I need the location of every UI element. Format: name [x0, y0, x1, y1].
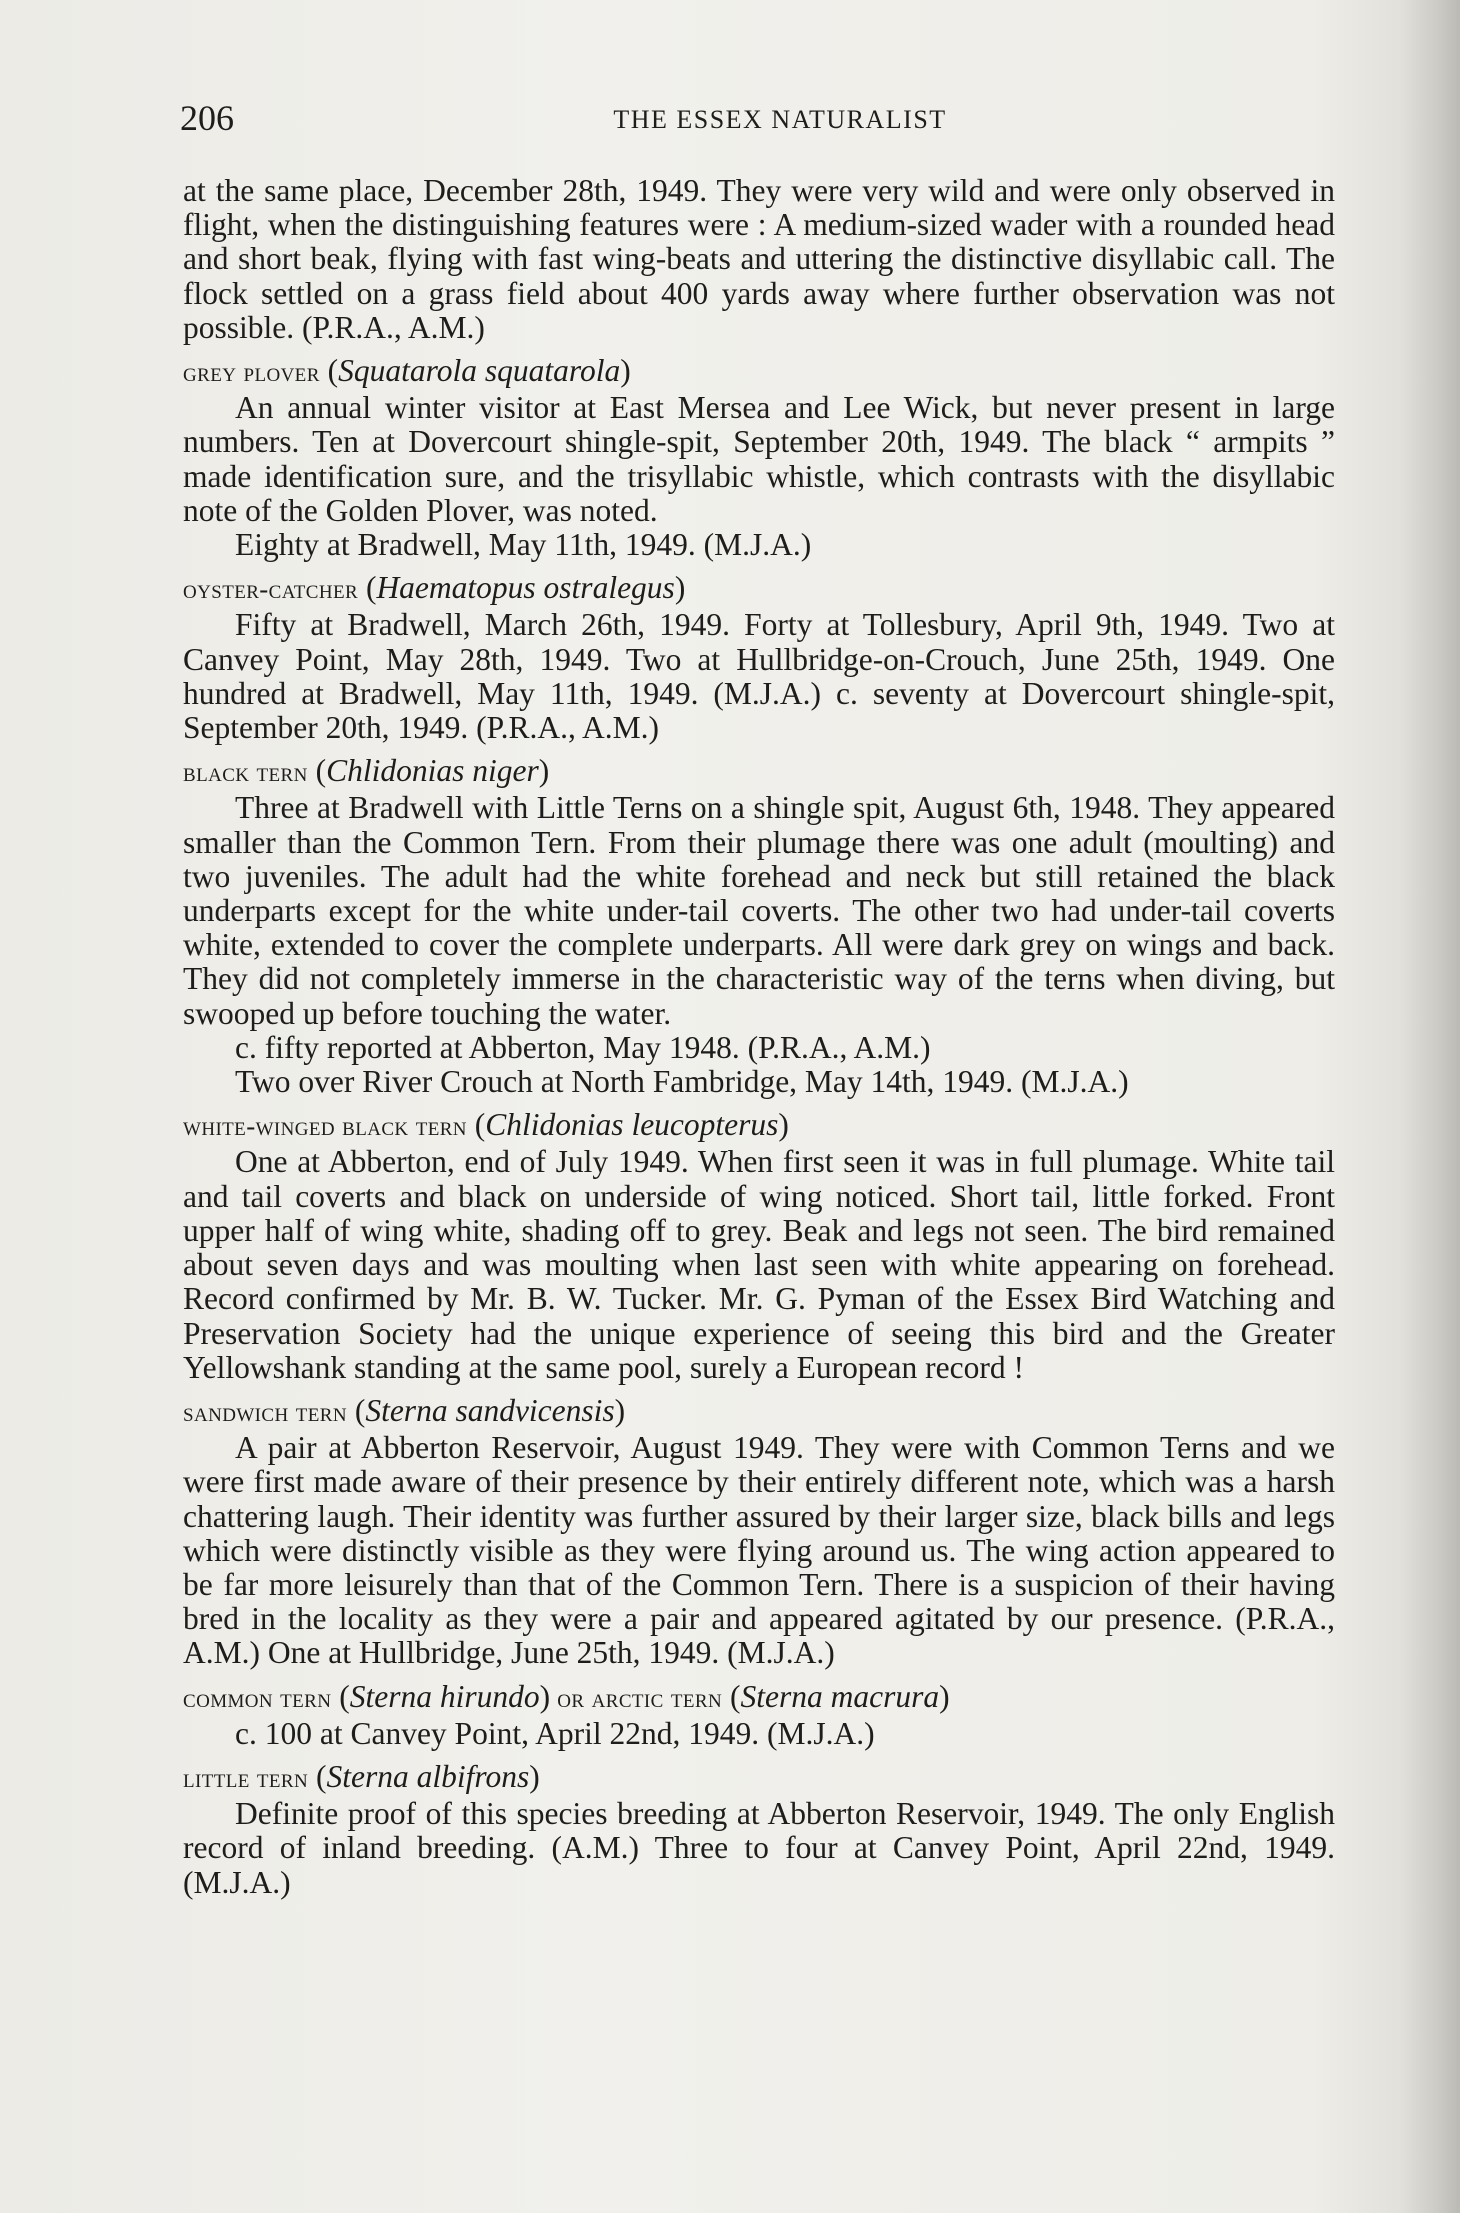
- connector-word: or: [550, 1682, 592, 1713]
- common-name: grey plover: [183, 357, 320, 388]
- species-paragraph: c. fifty reported at Abberton, May 1948. (P.R.A., A.M.): [235, 1029, 931, 1065]
- close-paren: ): [539, 1678, 551, 1714]
- page-header: [180, 98, 1340, 138]
- common-name-2: arctic tern: [591, 1682, 723, 1713]
- scientific-name-2: Sterna macrura: [740, 1678, 940, 1714]
- common-name: sandwich tern: [183, 1396, 347, 1427]
- species-paragraph: c. 100 at Canvey Point, April 22nd, 1949. (M.J.A.): [235, 1715, 875, 1751]
- page-edge-shadow: [1400, 0, 1460, 2213]
- species-paragraph: An annual winter visitor at East Mersea and Lee Wick, but never present in large numbers. Ten at Dovercourt shingle-spit, September 20th, 1949. The black “ armpits ” made identification sure, and the trisyllabic whistle, which contrasts with the disyllabic note of the Golden Plover, was noted.: [183, 390, 1335, 528]
- close-paren: ): [620, 353, 631, 389]
- open-paren: (: [316, 1758, 327, 1794]
- close-paren: ): [674, 570, 686, 606]
- scientific-name: Sterna albifrons: [326, 1758, 530, 1794]
- open-paren: (: [327, 353, 339, 389]
- species-paragraph: A pair at Abberton Reservoir, August 1949. They were with Common Terns and we were first made aware of their presence by their entirely different note, which was a harsh chattering laugh. Their identity was further assured by their larger size, black bills and legs which were distinctly visible as they were flying around us. The wing action appeared to be far more leisurely than that of the Common Tern. There is a suspicion of their having bred in the locality as they were a pair and appeared agitated by our presence. (P.R.A., A.M.) One at Hullbridge, June 25th, 1949. (M.J.A.): [183, 1430, 1335, 1671]
- species-paragraph: Eighty at Bradwell, May 11th, 1949. (M.J.A.): [235, 527, 812, 563]
- species-paragraph: Three at Bradwell with Little Terns on a shingle spit, August 6th, 1948. They appeared smaller than the Common Tern. From their plumage there was one adult (moulting) and two juveniles. The adult had the white forehead and neck but still retained the black underparts except for the white under-tail coverts. The other two had under-tail coverts white, extended to cover the complete underparts. All were dark grey on wings and back. They did not completely immerse in the characteristic way of the terns when diving, but swooped up before touching the water.: [183, 790, 1335, 1031]
- species-paragraph: Definite proof of this species breeding at Abberton Reservoir, 1949. The only English record of inland breeding. (A.M.) Three to four at Canvey Point, April 22nd, 1949. (M.J.A.): [183, 1796, 1335, 1900]
- open-paren: (: [729, 1678, 741, 1714]
- close-paren: ): [939, 1678, 950, 1714]
- scientific-name: Squatarola squatarola: [338, 353, 621, 389]
- species-paragraph: One at Abberton, end of July 1949. When first seen it was in full plumage. White tail and tail coverts and black on underside of wing noticed. Short tail, little forked. Front upper half of wing white, shading off to grey. Beak and legs not seen. The bird remained about seven days and was moulting when last seen with white appearing on forehead. Record confirmed by Mr. B. W. Tucker. Mr. G. Pyman of the Essex Bird Watching and Preservation Society had the unique experience of seeing this bird and the Greater Yellowshank standing at the same pool, surely a European record !: [183, 1144, 1335, 1385]
- running-title: THE ESSEX NATURALIST: [613, 105, 947, 134]
- species-heading-sandwich-tern: [183, 1394, 1335, 1429]
- species-paragraph: Two over River Crouch at North Fambridge, May 14th, 1949. (M.J.A.): [235, 1064, 1129, 1100]
- open-paren: (: [474, 1107, 486, 1143]
- common-name: oyster-catcher: [183, 574, 359, 605]
- common-name: black tern: [183, 757, 308, 788]
- open-paren: (: [354, 1392, 366, 1428]
- open-paren: (: [365, 570, 377, 606]
- species-heading-grey-plover: [183, 354, 1335, 389]
- open-paren: (: [339, 1678, 350, 1714]
- species-paragraph: Fifty at Bradwell, March 26th, 1949. Forty at Tollesbury, April 9th, 1949. Two at Canvey Point, May 28th, 1949. Two at Hullbridge-on-Crouch, June 25th, 1949. One hundred at Bradwell, May 11th, 1949. (M.J.A.) c. seventy at Dovercourt shingle-spit, September 20th, 1949. (P.R.A., A.M.): [183, 607, 1335, 746]
- close-paren: ): [529, 1758, 540, 1794]
- common-name: common tern: [183, 1682, 332, 1713]
- species-heading-white-winged-black-tern: [183, 1108, 1335, 1143]
- article-body: [183, 174, 1335, 1900]
- scientific-name: Sterna hirundo: [349, 1678, 540, 1714]
- common-name: white-winged black tern: [183, 1111, 467, 1142]
- species-heading-little-tern: [183, 1760, 1335, 1795]
- close-paren: ): [538, 753, 550, 789]
- open-paren: (: [315, 753, 327, 789]
- scientific-name: Chlidonias leucopterus: [485, 1107, 779, 1143]
- scientific-name: Chlidonias niger: [326, 753, 539, 789]
- close-paren: ): [614, 1392, 626, 1428]
- close-paren: ): [778, 1107, 789, 1143]
- common-name: little tern: [183, 1762, 309, 1793]
- scientific-name: Sterna sandvicensis: [365, 1392, 615, 1428]
- intro-paragraph: at the same place, December 28th, 1949. They were very wild and were only observed in flight, when the distinguishing features were : A medium-sized wader with a rounded head and short beak, flying with fast wing-beats and uttering the distinctive disyllabic call. The flock settled on a grass field about 400 yards away where further observation was not possible. (P.R.A., A.M.): [183, 173, 1335, 345]
- page-number: 206: [180, 98, 234, 138]
- species-heading-black-tern: [183, 754, 1335, 789]
- species-heading-common-or-arctic-tern: [183, 1680, 1335, 1715]
- scientific-name: Haematopus ostralegus: [376, 570, 675, 606]
- species-heading-oyster-catcher: [183, 571, 1335, 606]
